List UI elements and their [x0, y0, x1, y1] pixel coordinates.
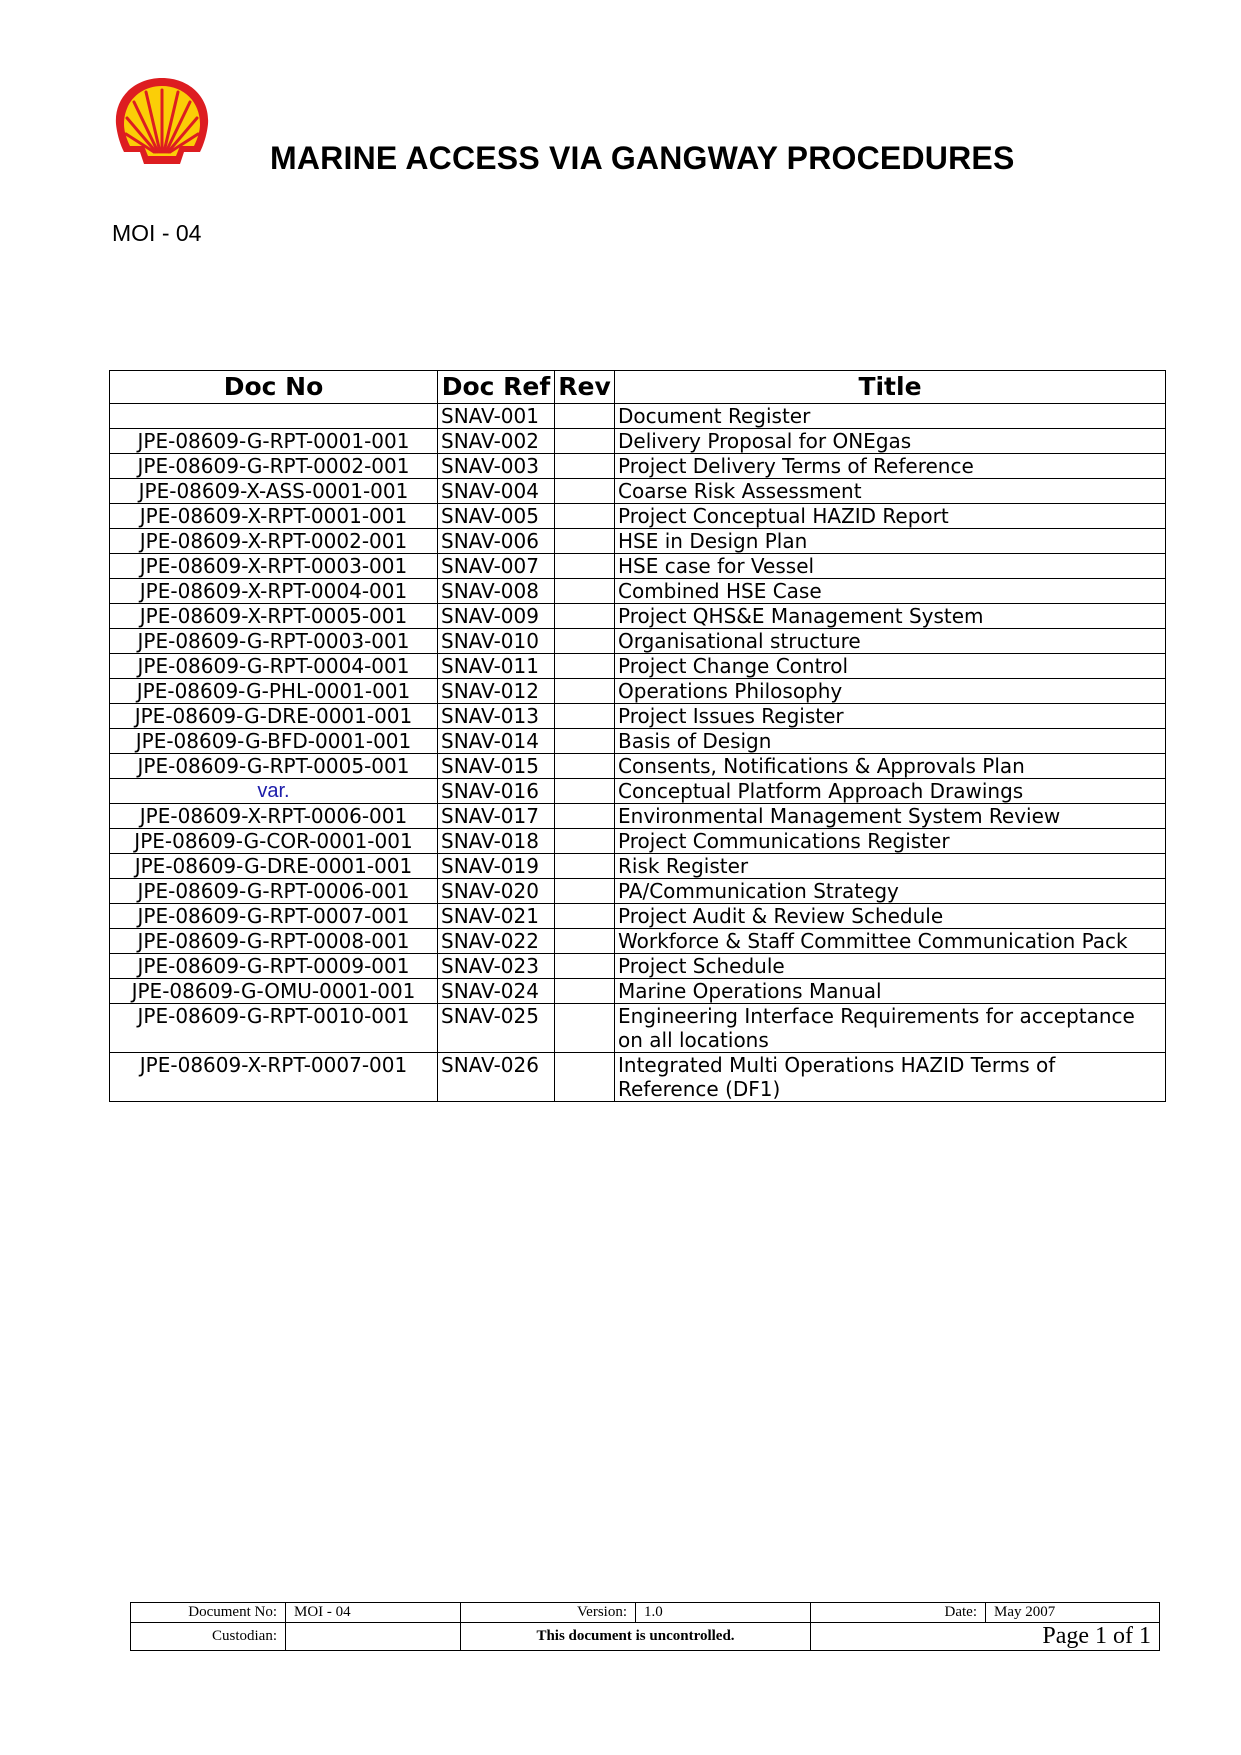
custodian-value	[286, 1623, 461, 1651]
doc-ref-cell: SNAV-010	[438, 629, 555, 654]
rev-cell	[555, 504, 615, 529]
rev-cell	[555, 479, 615, 504]
doc-no-cell: JPE-08609-G-RPT-0004-001	[110, 654, 438, 679]
doc-ref-cell: SNAV-009	[438, 604, 555, 629]
uncontrolled-notice: This document is uncontrolled.	[461, 1623, 811, 1651]
table-row	[110, 404, 1166, 429]
table-row	[110, 679, 1166, 704]
rev-cell	[555, 729, 615, 754]
title-cell: Basis of Design	[615, 729, 1166, 754]
doc-no-cell: JPE-08609-G-COR-0001-001	[110, 829, 438, 854]
custodian-label: Custodian:	[131, 1623, 286, 1651]
doc-no-cell: var.	[110, 779, 438, 804]
doc-no-cell: JPE-08609-G-RPT-0003-001	[110, 629, 438, 654]
shell-logo-icon	[110, 72, 214, 172]
rev-cell	[555, 1053, 615, 1102]
rev-cell	[555, 679, 615, 704]
rev-cell	[555, 704, 615, 729]
title-cell: Project Conceptual HAZID Report	[615, 504, 1166, 529]
doc-no-cell: JPE-08609-G-RPT-0001-001	[110, 429, 438, 454]
doc-ref-cell: SNAV-008	[438, 579, 555, 604]
doc-ref-cell: SNAV-018	[438, 829, 555, 854]
doc-ref-cell: SNAV-025	[438, 1004, 555, 1053]
rev-cell	[555, 904, 615, 929]
rev-cell	[555, 429, 615, 454]
title-cell: Operations Philosophy	[615, 679, 1166, 704]
rev-cell	[555, 754, 615, 779]
doc-no-cell: JPE-08609-X-RPT-0007-001	[110, 1053, 438, 1102]
table-row	[110, 479, 1166, 504]
table-row	[110, 1004, 1166, 1053]
rev-cell	[555, 929, 615, 954]
doc-ref-cell: SNAV-022	[438, 929, 555, 954]
table-row	[110, 504, 1166, 529]
col-header-rev: Rev	[555, 371, 615, 404]
title-cell: PA/Communication Strategy	[615, 879, 1166, 904]
document-no-value: MOI - 04	[286, 1603, 461, 1623]
table-row	[110, 929, 1166, 954]
document-title: MARINE ACCESS VIA GANGWAY PROCEDURES	[270, 140, 1015, 176]
table-row	[110, 629, 1166, 654]
table-row	[110, 429, 1166, 454]
table-row	[110, 854, 1166, 879]
doc-no-cell: JPE-08609-X-RPT-0005-001	[110, 604, 438, 629]
doc-ref-cell: SNAV-006	[438, 529, 555, 554]
title-cell: Organisational structure	[615, 629, 1166, 654]
title-cell: Consents, Notifications & Approvals Plan	[615, 754, 1166, 779]
doc-ref-cell: SNAV-007	[438, 554, 555, 579]
title-cell: Environmental Management System Review	[615, 804, 1166, 829]
rev-cell	[555, 404, 615, 429]
page-footer	[130, 1602, 1160, 1651]
title-cell: Risk Register	[615, 854, 1166, 879]
table-row	[110, 729, 1166, 754]
doc-no-cell	[110, 404, 438, 429]
rev-cell	[555, 854, 615, 879]
rev-cell	[555, 879, 615, 904]
doc-no-cell: JPE-08609-G-RPT-0007-001	[110, 904, 438, 929]
doc-ref-cell: SNAV-005	[438, 504, 555, 529]
doc-ref-cell: SNAV-014	[438, 729, 555, 754]
document-code: MOI - 04	[112, 220, 202, 246]
doc-ref-cell: SNAV-001	[438, 404, 555, 429]
doc-ref-cell: SNAV-023	[438, 954, 555, 979]
table-row	[110, 554, 1166, 579]
doc-no-cell: JPE-08609-G-RPT-0006-001	[110, 879, 438, 904]
title-cell: Integrated Multi Operations HAZID Terms of Reference (DF1)	[615, 1053, 1166, 1102]
col-header-title: Title	[615, 371, 1166, 404]
doc-no-cell: JPE-08609-X-ASS-0001-001	[110, 479, 438, 504]
title-cell: Conceptual Platform Approach Drawings	[615, 779, 1166, 804]
table-row	[110, 879, 1166, 904]
title-cell: Marine Operations Manual	[615, 979, 1166, 1004]
col-header-doc-no: Doc No	[110, 371, 438, 404]
table-header-row	[110, 371, 1166, 404]
table-row	[110, 454, 1166, 479]
col-header-doc-ref: Doc Ref	[438, 371, 555, 404]
doc-no-cell: JPE-08609-G-RPT-0008-001	[110, 929, 438, 954]
doc-ref-cell: SNAV-011	[438, 654, 555, 679]
doc-ref-cell: SNAV-019	[438, 854, 555, 879]
doc-no-cell: JPE-08609-G-RPT-0005-001	[110, 754, 438, 779]
table-row	[110, 1053, 1166, 1102]
doc-no-cell: JPE-08609-G-DRE-0001-001	[110, 704, 438, 729]
table-row	[110, 579, 1166, 604]
title-cell: Project QHS&E Management System	[615, 604, 1166, 629]
table-row	[110, 779, 1166, 804]
title-cell: Combined HSE Case	[615, 579, 1166, 604]
title-cell: Coarse Risk Assessment	[615, 479, 1166, 504]
version-value: 1.0	[636, 1603, 811, 1623]
rev-cell	[555, 554, 615, 579]
title-cell: Engineering Interface Requirements for acceptance on all locations	[615, 1004, 1166, 1053]
doc-ref-cell: SNAV-003	[438, 454, 555, 479]
doc-ref-cell: SNAV-002	[438, 429, 555, 454]
doc-ref-cell: SNAV-020	[438, 879, 555, 904]
date-label: Date:	[811, 1603, 986, 1623]
doc-no-cell: JPE-08609-G-BFD-0001-001	[110, 729, 438, 754]
table-row	[110, 654, 1166, 679]
table-row	[110, 529, 1166, 554]
table-row	[110, 954, 1166, 979]
table-row	[110, 979, 1166, 1004]
doc-no-cell: JPE-08609-X-RPT-0004-001	[110, 579, 438, 604]
title-cell: Project Change Control	[615, 654, 1166, 679]
doc-ref-cell: SNAV-013	[438, 704, 555, 729]
title-cell: HSE in Design Plan	[615, 529, 1166, 554]
doc-ref-cell: SNAV-004	[438, 479, 555, 504]
rev-cell	[555, 454, 615, 479]
doc-no-cell: JPE-08609-X-RPT-0006-001	[110, 804, 438, 829]
rev-cell	[555, 629, 615, 654]
doc-no-cell: JPE-08609-X-RPT-0002-001	[110, 529, 438, 554]
doc-no-cell: JPE-08609-X-RPT-0003-001	[110, 554, 438, 579]
doc-no-cell: JPE-08609-G-RPT-0009-001	[110, 954, 438, 979]
table-row	[110, 829, 1166, 854]
rev-cell	[555, 779, 615, 804]
title-cell: Workforce & Staff Committee Communication Pack	[615, 929, 1166, 954]
doc-no-cell: JPE-08609-G-OMU-0001-001	[110, 979, 438, 1004]
page-number: Page 1 of 1	[811, 1623, 1160, 1651]
document-no-label: Document No:	[131, 1603, 286, 1623]
version-label: Version:	[461, 1603, 636, 1623]
rev-cell	[555, 829, 615, 854]
table-row	[110, 804, 1166, 829]
date-value: May 2007	[986, 1603, 1160, 1623]
doc-ref-cell: SNAV-026	[438, 1053, 555, 1102]
doc-no-cell: JPE-08609-X-RPT-0001-001	[110, 504, 438, 529]
doc-ref-cell: SNAV-021	[438, 904, 555, 929]
rev-cell	[555, 579, 615, 604]
doc-ref-cell: SNAV-017	[438, 804, 555, 829]
title-cell: Project Delivery Terms of Reference	[615, 454, 1166, 479]
rev-cell	[555, 654, 615, 679]
table-row	[110, 604, 1166, 629]
title-cell: Delivery Proposal for ONEgas	[615, 429, 1166, 454]
rev-cell	[555, 954, 615, 979]
title-cell: Project Audit & Review Schedule	[615, 904, 1166, 929]
table-row	[110, 754, 1166, 779]
rev-cell	[555, 804, 615, 829]
doc-no-cell: JPE-08609-G-PHL-0001-001	[110, 679, 438, 704]
document-register-table	[109, 370, 1166, 1102]
rev-cell	[555, 1004, 615, 1053]
title-cell: Document Register	[615, 404, 1166, 429]
title-cell: Project Communications Register	[615, 829, 1166, 854]
doc-no-cell: JPE-08609-G-RPT-0010-001	[110, 1004, 438, 1053]
title-cell: Project Issues Register	[615, 704, 1166, 729]
doc-ref-cell: SNAV-016	[438, 779, 555, 804]
doc-no-cell: JPE-08609-G-DRE-0001-001	[110, 854, 438, 879]
doc-ref-cell: SNAV-015	[438, 754, 555, 779]
title-cell: HSE case for Vessel	[615, 554, 1166, 579]
title-cell: Project Schedule	[615, 954, 1166, 979]
table-row	[110, 904, 1166, 929]
doc-ref-cell: SNAV-024	[438, 979, 555, 1004]
rev-cell	[555, 604, 615, 629]
doc-no-cell: JPE-08609-G-RPT-0002-001	[110, 454, 438, 479]
rev-cell	[555, 979, 615, 1004]
doc-ref-cell: SNAV-012	[438, 679, 555, 704]
table-row	[110, 704, 1166, 729]
rev-cell	[555, 529, 615, 554]
